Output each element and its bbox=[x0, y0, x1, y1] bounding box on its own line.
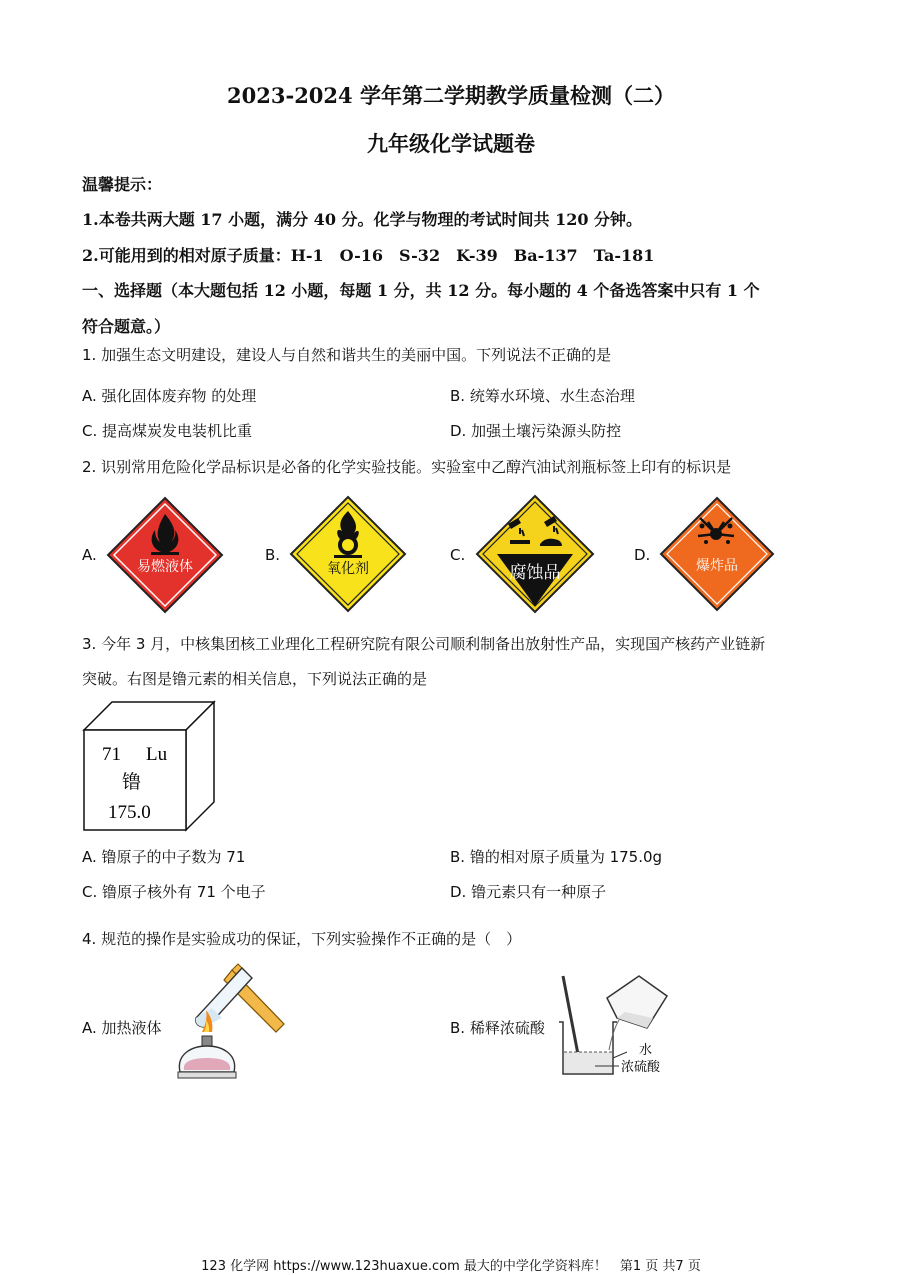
q1-option-a: A. 强化固体废弃物 的处理 bbox=[82, 387, 257, 405]
oxidizer-sign bbox=[288, 495, 408, 613]
q1-option-c: C. 提高煤炭发电装机比重 bbox=[82, 422, 253, 440]
explosive-sign bbox=[658, 496, 776, 612]
q2-letter-c: C. bbox=[450, 546, 466, 564]
explosive-label: 爆炸品 bbox=[696, 558, 738, 574]
q3-option-c: C. 镥原子核外有 71 个电子 bbox=[82, 883, 266, 901]
tips-line-1: 1.本卷共两大题 17 小题，满分 40 分。化学与物理的考试时间共 120 分钟。 bbox=[82, 210, 643, 229]
q4-stem: 4. 规范的操作是实验成功的保证，下列实验操作不正确的是（ ） bbox=[82, 930, 522, 948]
acid-label: 浓硫酸 bbox=[621, 1060, 661, 1075]
tips-heading: 温馨提示： bbox=[82, 175, 163, 194]
q1-stem: 1. 加强生态文明建设，建设人与自然和谐共生的美丽中国。下列说法不正确的是 bbox=[82, 346, 612, 364]
diluting-acid-illustration bbox=[555, 970, 680, 1082]
page-subtitle: 九年级化学试题卷 bbox=[367, 131, 535, 156]
section-heading-line-1: 一、选择题（本大题包括 12 小题，每题 1 分，共 12 分。每小题的 4 个备选答案中只有 1 个 bbox=[82, 281, 760, 300]
flammable-liquid-sign bbox=[105, 496, 225, 614]
corrosive-sign bbox=[474, 494, 596, 614]
q2-letter-a: A. bbox=[82, 546, 97, 564]
q3-option-a: A. 镥原子的中子数为 71 bbox=[82, 848, 246, 866]
oxidizer-label: 氧化剂 bbox=[327, 561, 369, 577]
q1-option-d: D. 加强土壤污染源头防控 bbox=[450, 422, 622, 440]
water-label: 水 bbox=[639, 1043, 653, 1058]
q3-option-b: B. 镥的相对原子质量为 175.0g bbox=[450, 848, 663, 866]
element-atomic-mass: 175.0 bbox=[108, 802, 151, 823]
q2-stem: 2. 识别常用危险化学品标识是必备的化学实验技能。实验室中乙醇汽油试剂瓶标签上印有的标识是 bbox=[82, 458, 732, 476]
heating-liquid-illustration bbox=[172, 962, 288, 1088]
q4-option-a: A. 加热液体 bbox=[82, 1019, 162, 1037]
element-atomic-number: 71 bbox=[102, 744, 121, 765]
q3-option-d: D. 镥元素只有一种原子 bbox=[450, 883, 607, 901]
element-symbol: Lu bbox=[146, 744, 168, 765]
corrosive-label: 腐蚀品 bbox=[509, 563, 561, 583]
q3-stem-line-1: 3. 今年 3 月，中核集团核工业理化工程研究院有限公司顺利制备出放射性产品，实现国产核药产业链新 bbox=[82, 635, 766, 653]
q2-letter-d: D. bbox=[634, 546, 651, 564]
element-cell-lutetium bbox=[82, 700, 218, 834]
q1-option-b: B. 统筹水环境、水生态治理 bbox=[450, 387, 635, 405]
section-heading-line-2: 符合题意。） bbox=[82, 317, 171, 336]
q3-stem-line-2: 突破。右图是镥元素的相关信息，下列说法正确的是 bbox=[82, 670, 428, 688]
flammable-label: 易燃液体 bbox=[137, 559, 193, 575]
alcohol-lamp-icon bbox=[178, 1010, 236, 1078]
tips-line-2: 2.可能用到的相对原子质量：H-1 O-16 S-32 K-39 Ba-137 Ta-181 bbox=[82, 246, 655, 265]
q4-option-b: B. 稀释浓硫酸 bbox=[450, 1019, 545, 1037]
page-footer: 123 化学网 https://www.123huaxue.com 最大的中学化学资料库！ 第1 页 共7 页 bbox=[201, 1259, 701, 1274]
element-name: 镥 bbox=[122, 771, 142, 793]
pouring-beaker-icon bbox=[607, 976, 667, 1050]
q2-letter-b: B. bbox=[265, 546, 281, 564]
page-title: 2023-2024 学年第二学期教学质量检测（二） bbox=[227, 83, 675, 108]
